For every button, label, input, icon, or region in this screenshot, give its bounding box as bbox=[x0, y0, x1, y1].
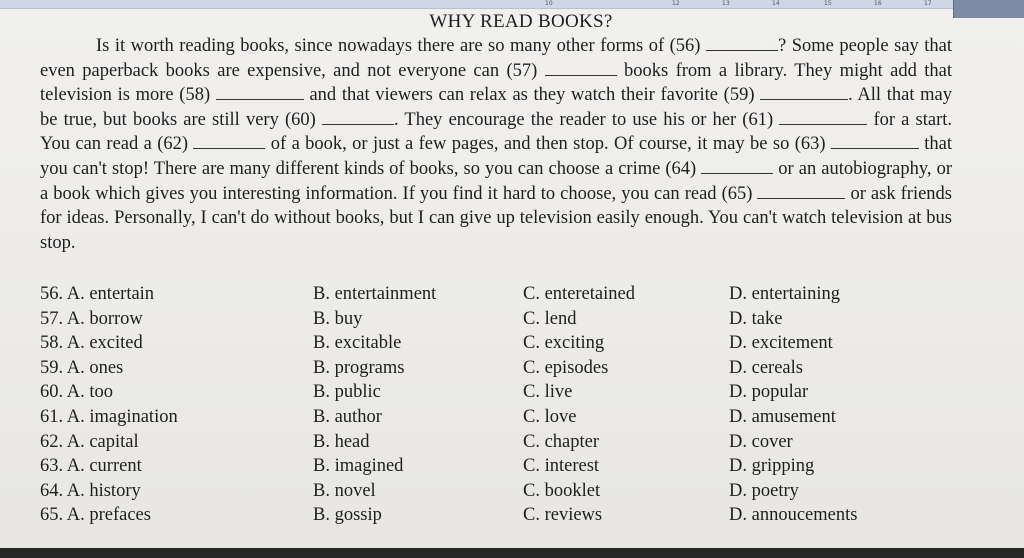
question-row bbox=[40, 333, 960, 358]
ruler-number: 13 bbox=[722, 0, 730, 7]
option-c: C. enteretained bbox=[523, 284, 635, 304]
option-a: 61. A. imagination bbox=[40, 406, 178, 427]
option-b: B. author bbox=[313, 406, 382, 427]
option-a: 57. A. borrow bbox=[40, 308, 143, 329]
ruler bbox=[0, 0, 1024, 9]
blank-59 bbox=[760, 85, 848, 100]
option-c: C. episodes bbox=[523, 357, 609, 378]
passage-text: Is it worth reading books, since nowadays there are so many other forms of (56) bbox=[96, 36, 701, 56]
option-c: C. live bbox=[523, 382, 573, 403]
option-b: B. imagined bbox=[313, 456, 404, 477]
passage-text: of a book, or just a few pages, and then stop. Of course, it may be so (63) bbox=[270, 134, 826, 155]
option-a: 58. A. excited bbox=[40, 333, 143, 354]
ruler-number: 10 bbox=[545, 0, 553, 7]
question-row bbox=[40, 505, 960, 530]
blank-58 bbox=[216, 85, 304, 100]
passage-text: for a start. You can read a (62) bbox=[40, 109, 953, 155]
option-a: 62. A. capital bbox=[40, 431, 139, 452]
passage-text: and that viewers can relax as they watch their favorite (59) bbox=[309, 85, 755, 106]
option-d: D. excitement bbox=[729, 333, 833, 354]
passage-text: ? bbox=[777, 36, 787, 56]
option-c: C. reviews bbox=[523, 505, 603, 526]
option-a: 65. A. prefaces bbox=[40, 505, 151, 526]
question-row bbox=[40, 358, 960, 383]
blank-60 bbox=[322, 110, 394, 125]
option-d: D. cereals bbox=[729, 357, 803, 378]
option-c: C. love bbox=[523, 406, 577, 427]
option-a: 59. A. ones bbox=[40, 357, 124, 378]
passage-text: . All that may be true, but books are still very (60) bbox=[40, 85, 953, 130]
option-d: D. popular bbox=[729, 382, 809, 403]
option-c: C. lend bbox=[523, 308, 577, 329]
option-a: 56. A. entertain bbox=[40, 284, 155, 304]
passage-text: Some people say that even paperback books are expensive, and not everyone can (57) bbox=[40, 36, 953, 81]
blank-63 bbox=[831, 134, 919, 149]
passage bbox=[40, 34, 952, 255]
option-b: B. programs bbox=[313, 357, 405, 378]
ruler-number: 15 bbox=[824, 0, 832, 7]
question-row bbox=[40, 481, 960, 506]
option-d: D. annoucements bbox=[729, 505, 858, 526]
option-c: C. interest bbox=[523, 456, 600, 477]
question-row bbox=[40, 407, 960, 432]
option-b: B. head bbox=[313, 431, 370, 452]
question-row bbox=[40, 432, 960, 457]
option-a: 64. A. history bbox=[40, 480, 141, 501]
blank-56 bbox=[706, 36, 778, 51]
option-c: C. chapter bbox=[523, 431, 600, 452]
ruler-number: 17 bbox=[924, 0, 932, 7]
question-row bbox=[40, 456, 960, 481]
option-d: D. entertaining bbox=[729, 284, 840, 304]
question-row bbox=[40, 284, 960, 309]
option-a: 63. A. current bbox=[40, 456, 142, 477]
passage-text: or an autobiography, or a book which gives you interesting information. If you find it hard to choose, you can read (65) bbox=[40, 158, 952, 204]
ruler-number: 12 bbox=[672, 0, 680, 7]
blank-62 bbox=[193, 134, 265, 149]
option-d: D. cover bbox=[729, 431, 793, 452]
blank-65 bbox=[757, 184, 845, 199]
passage-text: that you can't stop! There are many different kinds of books, so you can choose a crime (64) bbox=[40, 134, 953, 179]
option-c: C. exciting bbox=[523, 333, 605, 354]
option-d: D. gripping bbox=[729, 456, 815, 477]
option-a: 60. A. too bbox=[40, 382, 113, 403]
passage-text: books from a library. They might add that television is more (58) bbox=[40, 60, 952, 106]
option-b: B. buy bbox=[313, 308, 363, 329]
answer-options bbox=[40, 284, 960, 530]
question-row bbox=[40, 382, 960, 407]
question-row bbox=[40, 309, 960, 334]
blank-64 bbox=[701, 159, 773, 174]
option-b: B. entertainment bbox=[313, 284, 437, 304]
option-d: D. poetry bbox=[729, 480, 799, 501]
option-c: C. booklet bbox=[523, 480, 601, 501]
ruler-number: 14 bbox=[772, 0, 780, 7]
option-d: D. take bbox=[729, 308, 783, 329]
blank-57 bbox=[545, 61, 617, 76]
screen-bottom-edge bbox=[0, 548, 1024, 558]
title-text: WHY READ BOOKS? bbox=[429, 11, 613, 32]
option-b: B. public bbox=[313, 382, 381, 403]
option-b: B. gossip bbox=[313, 505, 382, 526]
page-title bbox=[0, 11, 1024, 33]
passage-text: or ask friends for ideas. Personally, I can't do without books, but I can give up television easily enough. You can't watch television at bus stop. bbox=[40, 183, 953, 253]
passage-text: . They encourage the reader to use his or her (61) bbox=[393, 109, 774, 130]
option-d: D. amusement bbox=[729, 406, 836, 427]
option-b: B. excitable bbox=[313, 333, 402, 354]
passage-paragraph bbox=[40, 34, 952, 255]
option-b: B. novel bbox=[313, 480, 376, 501]
blank-61 bbox=[779, 110, 867, 125]
ruler-number: 16 bbox=[874, 0, 882, 7]
